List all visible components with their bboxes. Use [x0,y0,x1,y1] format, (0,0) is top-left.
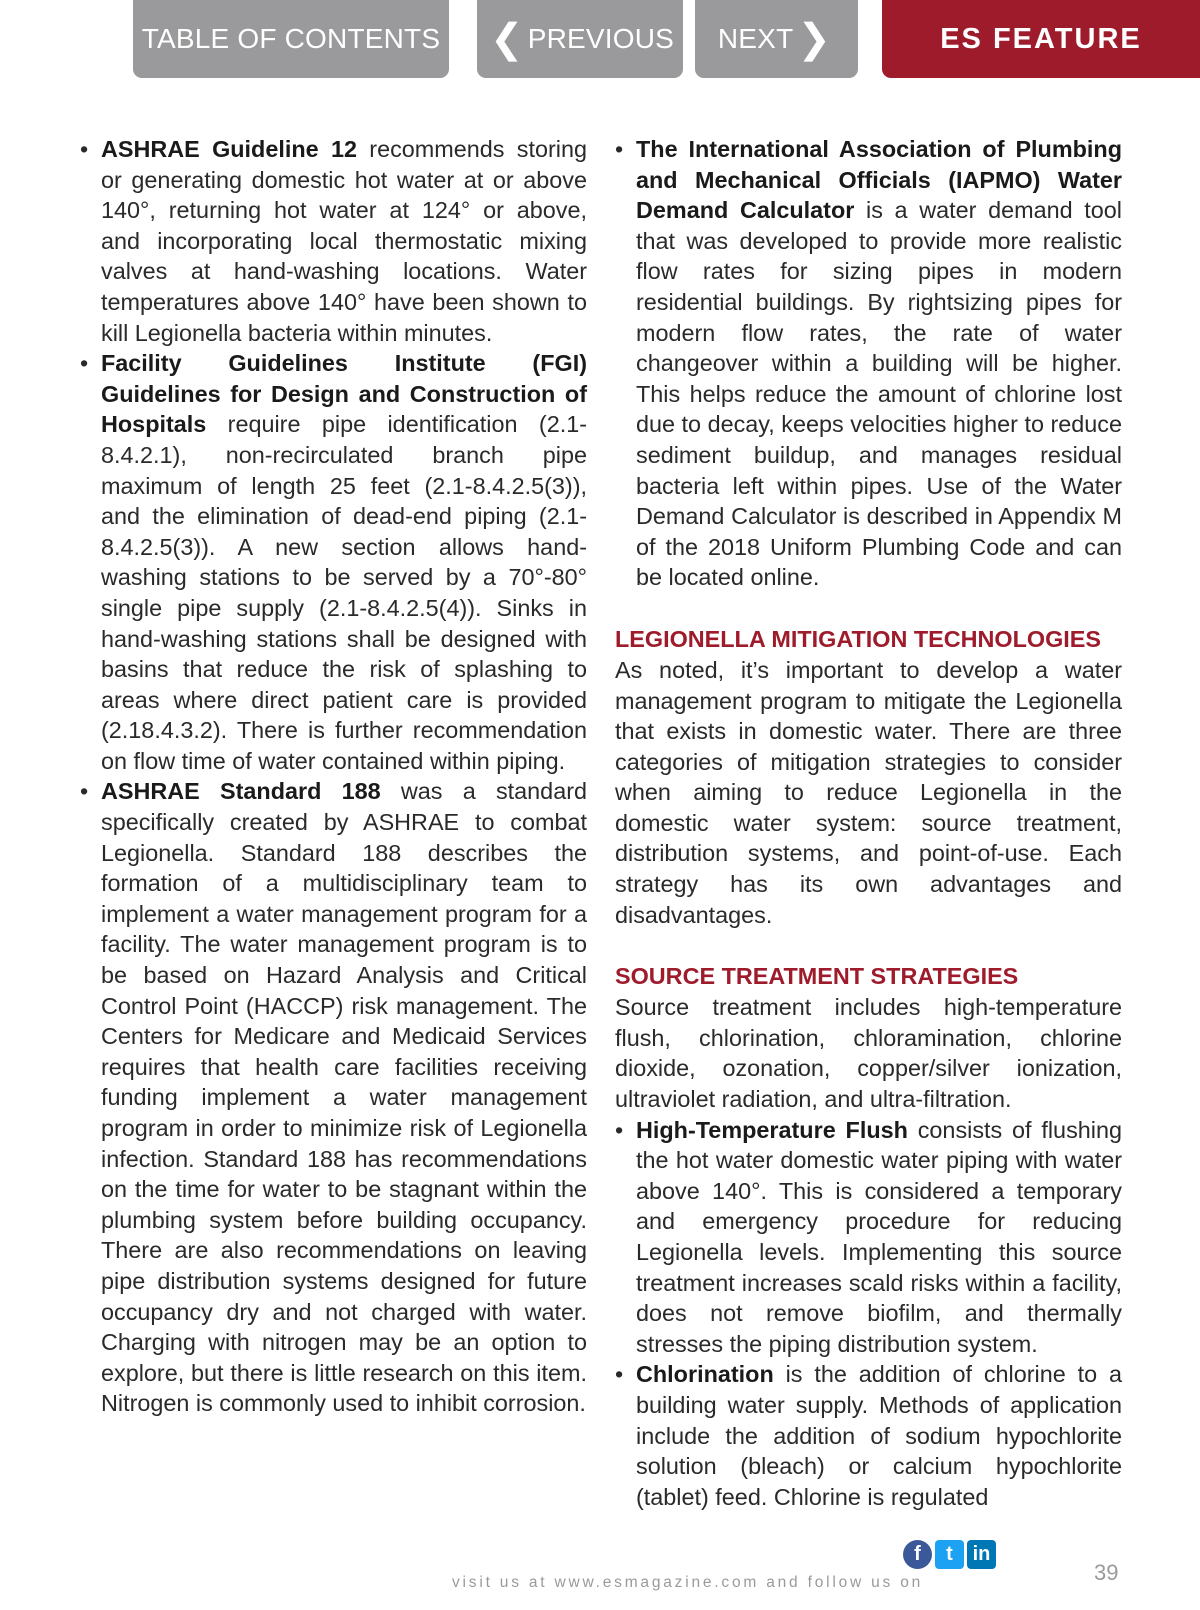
section-label: ES FEATURE [882,0,1200,78]
bullet-icon: • [615,1116,624,1143]
item-title: The International Association of Plumbing and Mechanical Officials (IAPMO) Water Demand Calculator [636,136,1122,224]
table-of-contents-button[interactable] [133,0,449,78]
item-text: was a standard specifically created by ASHRAE to combat Legionella. Standard 188 describes the formation of a multidisciplinary team to implement a water management program for a facility. The water management program is to be based on Hazard Analysis and Critical Control Point (HACCP) risk management. The Centers for Medicare and Medicaid Services requires that health care facilities receiving funding implement a water management program in order to minimize risk of Legionella infection. Standard 188 has recommendations on the time for water to be stagnant within the plumbing system before building occupancy. There are also recommendations on leaving pipe distribution systems designed for future occupancy dry and not charged with water. Charging with nitrogen may be an option to explore, but there is little research on this item. Nitrogen is commonly used to inhibit corrosion. [101,778,587,1417]
item-text: is the addition of chlorine to a building water supply. Methods of application include the addition of sodium hypochlorite solution (bleach) or calcium hypochlorite (tablet) feed. Chlorine is regulated [636,1361,1122,1510]
bullet-icon: • [80,350,89,377]
bullet-icon: • [615,1361,624,1388]
previous-label: PREVIOUS [527,23,675,54]
left-column [80,134,587,1419]
toc-label: TABLE OF CONTENTS [141,23,441,54]
bullet-icon: • [615,136,624,162]
section-heading: LEGIONELLA MITIGATION TECHNOLOGIES [615,625,1101,652]
item-title: High-Temperature Flush [636,1116,908,1143]
list-item [615,1115,1122,1360]
item-title: Facility Guidelines Institute (FGI) Guidelines for Design and Construction of Hospitals [101,350,587,438]
right-column [615,134,1122,1512]
list-item [615,134,1122,593]
item-text: recommends storing or generating domestic hot water at or above 140°, returning hot water at 124° or above, and incorporating local thermostatic mixing valves at hand-washing locations. Water temperatures above 140° have been shown to kill Legionella bacteria within minutes. [101,136,587,346]
chevron-left-icon: ❮ [489,17,524,61]
paragraph: As noted, it’s important to develop a water management program to mitigate the Legionella that exists in domestic water. There are three categories of mitigation strategies to consider when aiming to reduce Legionella in the domestic water system: source treatment, distribution systems, and point-of-use. Each strategy has its own advantages and disadvantages. [615,656,1122,928]
item-text: require pipe identification (2.1-8.4.2.1), non-recirculated branch pipe maximum of length 25 feet (2.1-8.4.2.5(3)), and the elimination of dead-end piping (2.1-8.4.2.5(3)). A new section allows hand-washing stations to be served by a 70°-80° single pipe supply (2.1-8.4.2.5(4)). Sinks in hand-washing stations shall be designed with basins that reduce the risk of splashing to areas where direct patient care is provided (2.18.4.3.2). There is further recommendation on flow time of water contained within piping. [101,411,587,774]
previous-button[interactable] [477,0,683,78]
section-heading: SOURCE TREATMENT STRATEGIES [615,963,1019,990]
footer-text: visit us at www.esmagazine.com and follow us on [452,1574,924,1591]
bullet-icon: • [80,136,89,162]
paragraph: Source treatment includes high-temperature flush, chlorination, chloramination, chlorine dioxide, ozonation, copper/silver ionization, ultraviolet radiation, and ultra-filtration. [615,994,1122,1113]
facebook-icon[interactable]: f [903,1540,932,1569]
item-title: ASHRAE Standard 188 [101,778,381,805]
bullet-icon: • [80,778,89,805]
intro-list [615,134,1122,593]
item-text: is a water demand tool that was developed to provide more realistic flow rates for sizing pipes in modern residential buildings. By rightsizing pipes for modern flow rates, the rate of water changeover within a building will be higher. This helps reduce the amount of chlorine lost due to decay, keeps velocities higher to reduce sediment buildup, and manages residual bacteria left within pipes. Use of the Water Demand Calculator is described in Appendix M of the 2018 Uniform Plumbing Code and can be located online. [636,197,1122,591]
page-number: 39 [1094,1560,1119,1585]
social-links [903,1540,996,1569]
twitter-icon[interactable]: t [935,1540,964,1569]
list-item [615,1359,1122,1512]
list-item [80,348,587,776]
item-title: ASHRAE Guideline 12 [101,136,357,162]
guideline-list [80,134,587,1419]
list-item [80,134,587,348]
list-item [80,776,587,1418]
strategy-list [615,1115,1122,1513]
item-title: Chlorination [636,1361,774,1388]
item-text: consists of flushing the hot water domestic water piping with water above 140°. This is considered a temporary and emergency procedure for reducing Legionella levels. Implementing this source treatment increases scald risks within a facility, does not remove biofilm, and thermally stresses the piping distribution system. [636,1116,1122,1357]
chevron-right-icon: ❯ [797,17,832,61]
linkedin-icon[interactable]: in [967,1540,996,1569]
next-label: NEXT [717,23,794,54]
next-button[interactable] [695,0,858,78]
